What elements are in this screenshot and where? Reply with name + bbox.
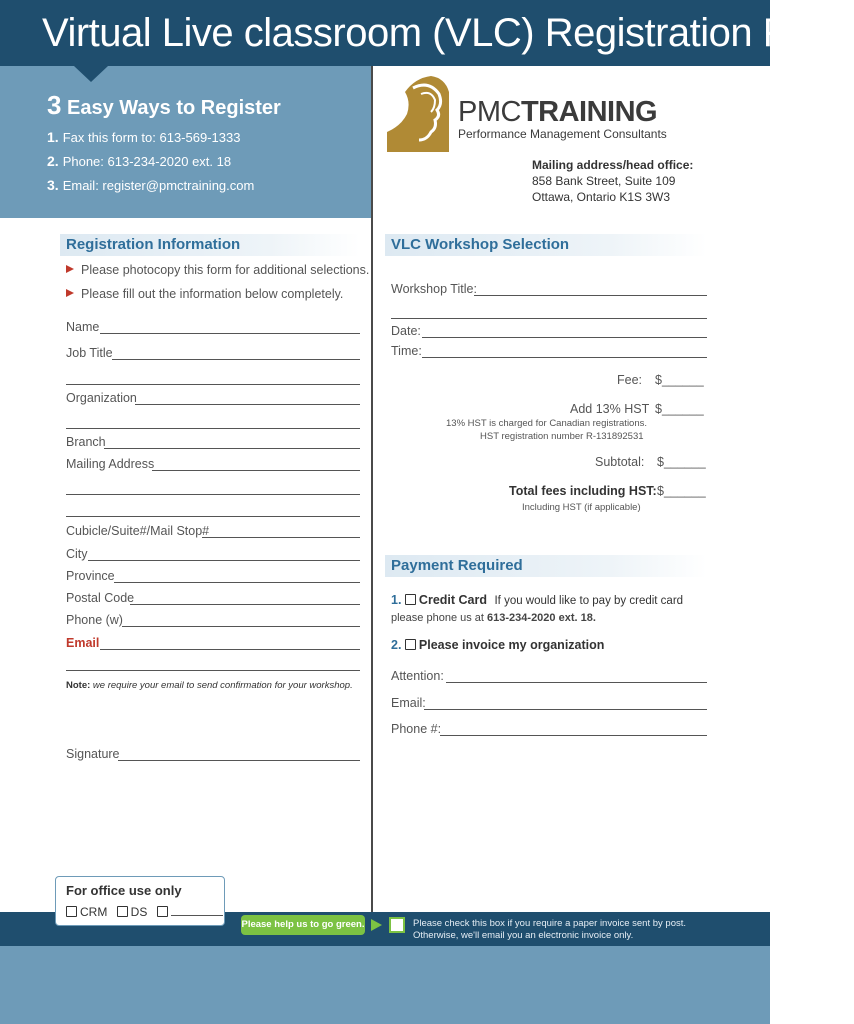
ds-checkbox[interactable]	[117, 906, 128, 917]
email-note-text: we require your email to send confirmation for your workshop.	[92, 680, 353, 691]
header-notch	[74, 66, 108, 82]
payment-email-label: Email:	[391, 696, 426, 710]
hst-registration-number: HST registration number R-131892531	[480, 431, 644, 442]
ways-item-text: Phone: 613-234-2020 ext. 18	[62, 154, 232, 169]
city-label: City	[66, 547, 88, 561]
page-title: Virtual Live classroom (VLC) Registration Form	[42, 11, 854, 55]
ways-item-fax	[47, 129, 240, 145]
credit-card-phone-line	[391, 612, 596, 624]
name-label: Name	[66, 320, 100, 334]
page-header	[0, 0, 854, 66]
invoice-checkbox[interactable]	[405, 639, 416, 650]
registration-note-text: Please photocopy this form for additional selections.	[81, 263, 370, 277]
attention-field[interactable]	[446, 682, 707, 683]
workshop-title-field[interactable]	[474, 295, 707, 296]
email-note-label: Note:	[66, 680, 91, 691]
ways-title-number: 3	[47, 90, 62, 120]
invoice-number: 2.	[391, 638, 402, 652]
ways-item-phone	[47, 153, 231, 169]
total-label: Total fees including HST:	[509, 484, 657, 498]
organization-label: Organization	[66, 391, 137, 405]
credit-card-phone-pre: please phone us at	[391, 612, 484, 624]
signature-label: Signature	[66, 747, 120, 761]
province-field[interactable]	[114, 582, 360, 583]
date-label: Date:	[391, 324, 421, 338]
branch-field[interactable]	[104, 448, 360, 449]
mailing-line1: 858 Bank Street, Suite 109	[532, 174, 676, 188]
credit-card-option	[391, 593, 683, 607]
time-field[interactable]	[422, 357, 707, 358]
invoice-label: Please invoice my organization	[418, 638, 605, 652]
other-field[interactable]	[171, 904, 223, 916]
payment-phone-label: Phone #:	[391, 722, 442, 736]
phone-label: Phone (w)	[66, 613, 123, 627]
paper-invoice-note-line2: Otherwise, we'll email you an electronic invoice only.	[413, 930, 634, 941]
mailing-address-label: Mailing Address	[66, 457, 155, 471]
name-field[interactable]	[100, 333, 360, 334]
payment-section-header: Payment Required	[385, 555, 707, 577]
ds-label: DS	[130, 905, 148, 919]
ways-title-text: Easy Ways to Register	[67, 97, 281, 119]
office-use-row	[66, 904, 223, 919]
cubicle-label: Cubicle/Suite#/Mail Stop#	[66, 524, 210, 538]
office-use-box	[55, 876, 225, 926]
other-checkbox[interactable]	[157, 906, 168, 917]
province-label: Province	[66, 569, 115, 583]
registration-note-text: Please fill out the information below completely.	[81, 287, 344, 301]
mailing-address-field[interactable]	[152, 470, 360, 471]
crm-label: CRM	[80, 905, 108, 919]
go-green-badge: Please help us to go green.	[241, 915, 365, 935]
ways-item-number: 3.	[47, 177, 59, 193]
hst-note: 13% HST is charged for Canadian registrations.	[446, 418, 648, 429]
fee-field[interactable]: $______	[655, 373, 704, 387]
email-field[interactable]	[100, 649, 360, 650]
register-ways-panel	[0, 66, 371, 218]
brand-block	[458, 96, 667, 141]
payment-phone-field[interactable]	[440, 735, 707, 736]
job-title-field[interactable]	[112, 359, 360, 360]
organization-field-line2[interactable]	[66, 428, 360, 429]
credit-card-checkbox[interactable]	[405, 594, 416, 605]
workshop-title-field-line2[interactable]	[391, 318, 707, 319]
fee-label: Fee:	[617, 373, 643, 387]
workshop-title-label: Workshop Title:	[391, 282, 477, 296]
job-title-label: Job Title	[66, 346, 113, 360]
ways-item-email	[47, 177, 254, 193]
mailing-label: Mailing address/head office:	[532, 158, 694, 172]
registration-section-header: Registration Information	[60, 234, 360, 256]
branch-label: Branch	[66, 435, 106, 449]
credit-card-phone: 613-234-2020 ext. 18.	[487, 612, 596, 624]
attention-label: Attention:	[391, 669, 444, 683]
phone-field[interactable]	[122, 626, 360, 627]
credit-card-number: 1.	[391, 593, 402, 607]
paper-invoice-note	[413, 918, 686, 942]
signature-field[interactable]	[118, 760, 360, 761]
subtotal-label: Subtotal:	[595, 455, 645, 469]
ways-title	[47, 90, 281, 121]
time-label: Time:	[391, 344, 422, 358]
brand-subtitle: Performance Management Consultants	[458, 127, 667, 141]
workshop-section-header: VLC Workshop Selection	[385, 234, 707, 256]
total-field[interactable]: $______	[657, 484, 706, 498]
ways-item-text: Fax this form to: 613-569-1333	[62, 130, 241, 145]
organization-field[interactable]	[135, 404, 360, 405]
arrow-right-icon	[371, 919, 382, 931]
ways-item-number: 2.	[47, 153, 59, 169]
mailing-address-field-line2[interactable]	[66, 494, 360, 495]
footer-bottom	[0, 946, 770, 1024]
total-note: Including HST (if applicable)	[522, 502, 641, 513]
arrow-right-icon	[66, 265, 74, 273]
column-divider	[371, 66, 373, 912]
ways-item-text: Email: register@pmctraining.com	[62, 178, 255, 193]
arrow-right-icon	[66, 289, 74, 297]
registration-note	[66, 263, 369, 277]
mailing-line2: Ottawa, Ontario K1S 3W3	[532, 190, 671, 204]
brand-name	[458, 96, 667, 129]
postal-code-label: Postal Code	[66, 591, 135, 605]
invoice-option	[391, 638, 604, 652]
brand-name-light: PMC	[458, 96, 521, 128]
date-field[interactable]	[422, 337, 707, 338]
payment-email-field[interactable]	[424, 709, 707, 710]
email-label: Email	[66, 636, 100, 650]
email-field-line2[interactable]	[66, 670, 360, 671]
mailing-address-field-line3[interactable]	[66, 516, 360, 517]
mailing-address	[532, 157, 693, 205]
hst-field[interactable]: $______	[655, 402, 704, 416]
paper-invoice-note-line1: Please check this box if you require a paper invoice sent by post.	[413, 918, 687, 929]
city-field[interactable]	[88, 560, 360, 561]
job-title-field-line2[interactable]	[66, 384, 360, 385]
paper-invoice-checkbox[interactable]	[389, 917, 405, 933]
brand-name-bold: TRAINING	[520, 96, 658, 128]
credit-card-text: If you would like to pay by credit card	[494, 595, 684, 607]
hst-label: Add 13% HST	[570, 402, 650, 416]
postal-code-field[interactable]	[130, 604, 360, 605]
ways-item-number: 1.	[47, 129, 59, 145]
registration-note	[66, 287, 343, 301]
email-note	[66, 680, 353, 691]
office-use-title: For office use only	[66, 883, 182, 898]
crm-checkbox[interactable]	[66, 906, 77, 917]
credit-card-label: Credit Card	[418, 593, 487, 607]
cubicle-field[interactable]	[202, 537, 360, 538]
subtotal-field[interactable]: $______	[657, 455, 706, 469]
